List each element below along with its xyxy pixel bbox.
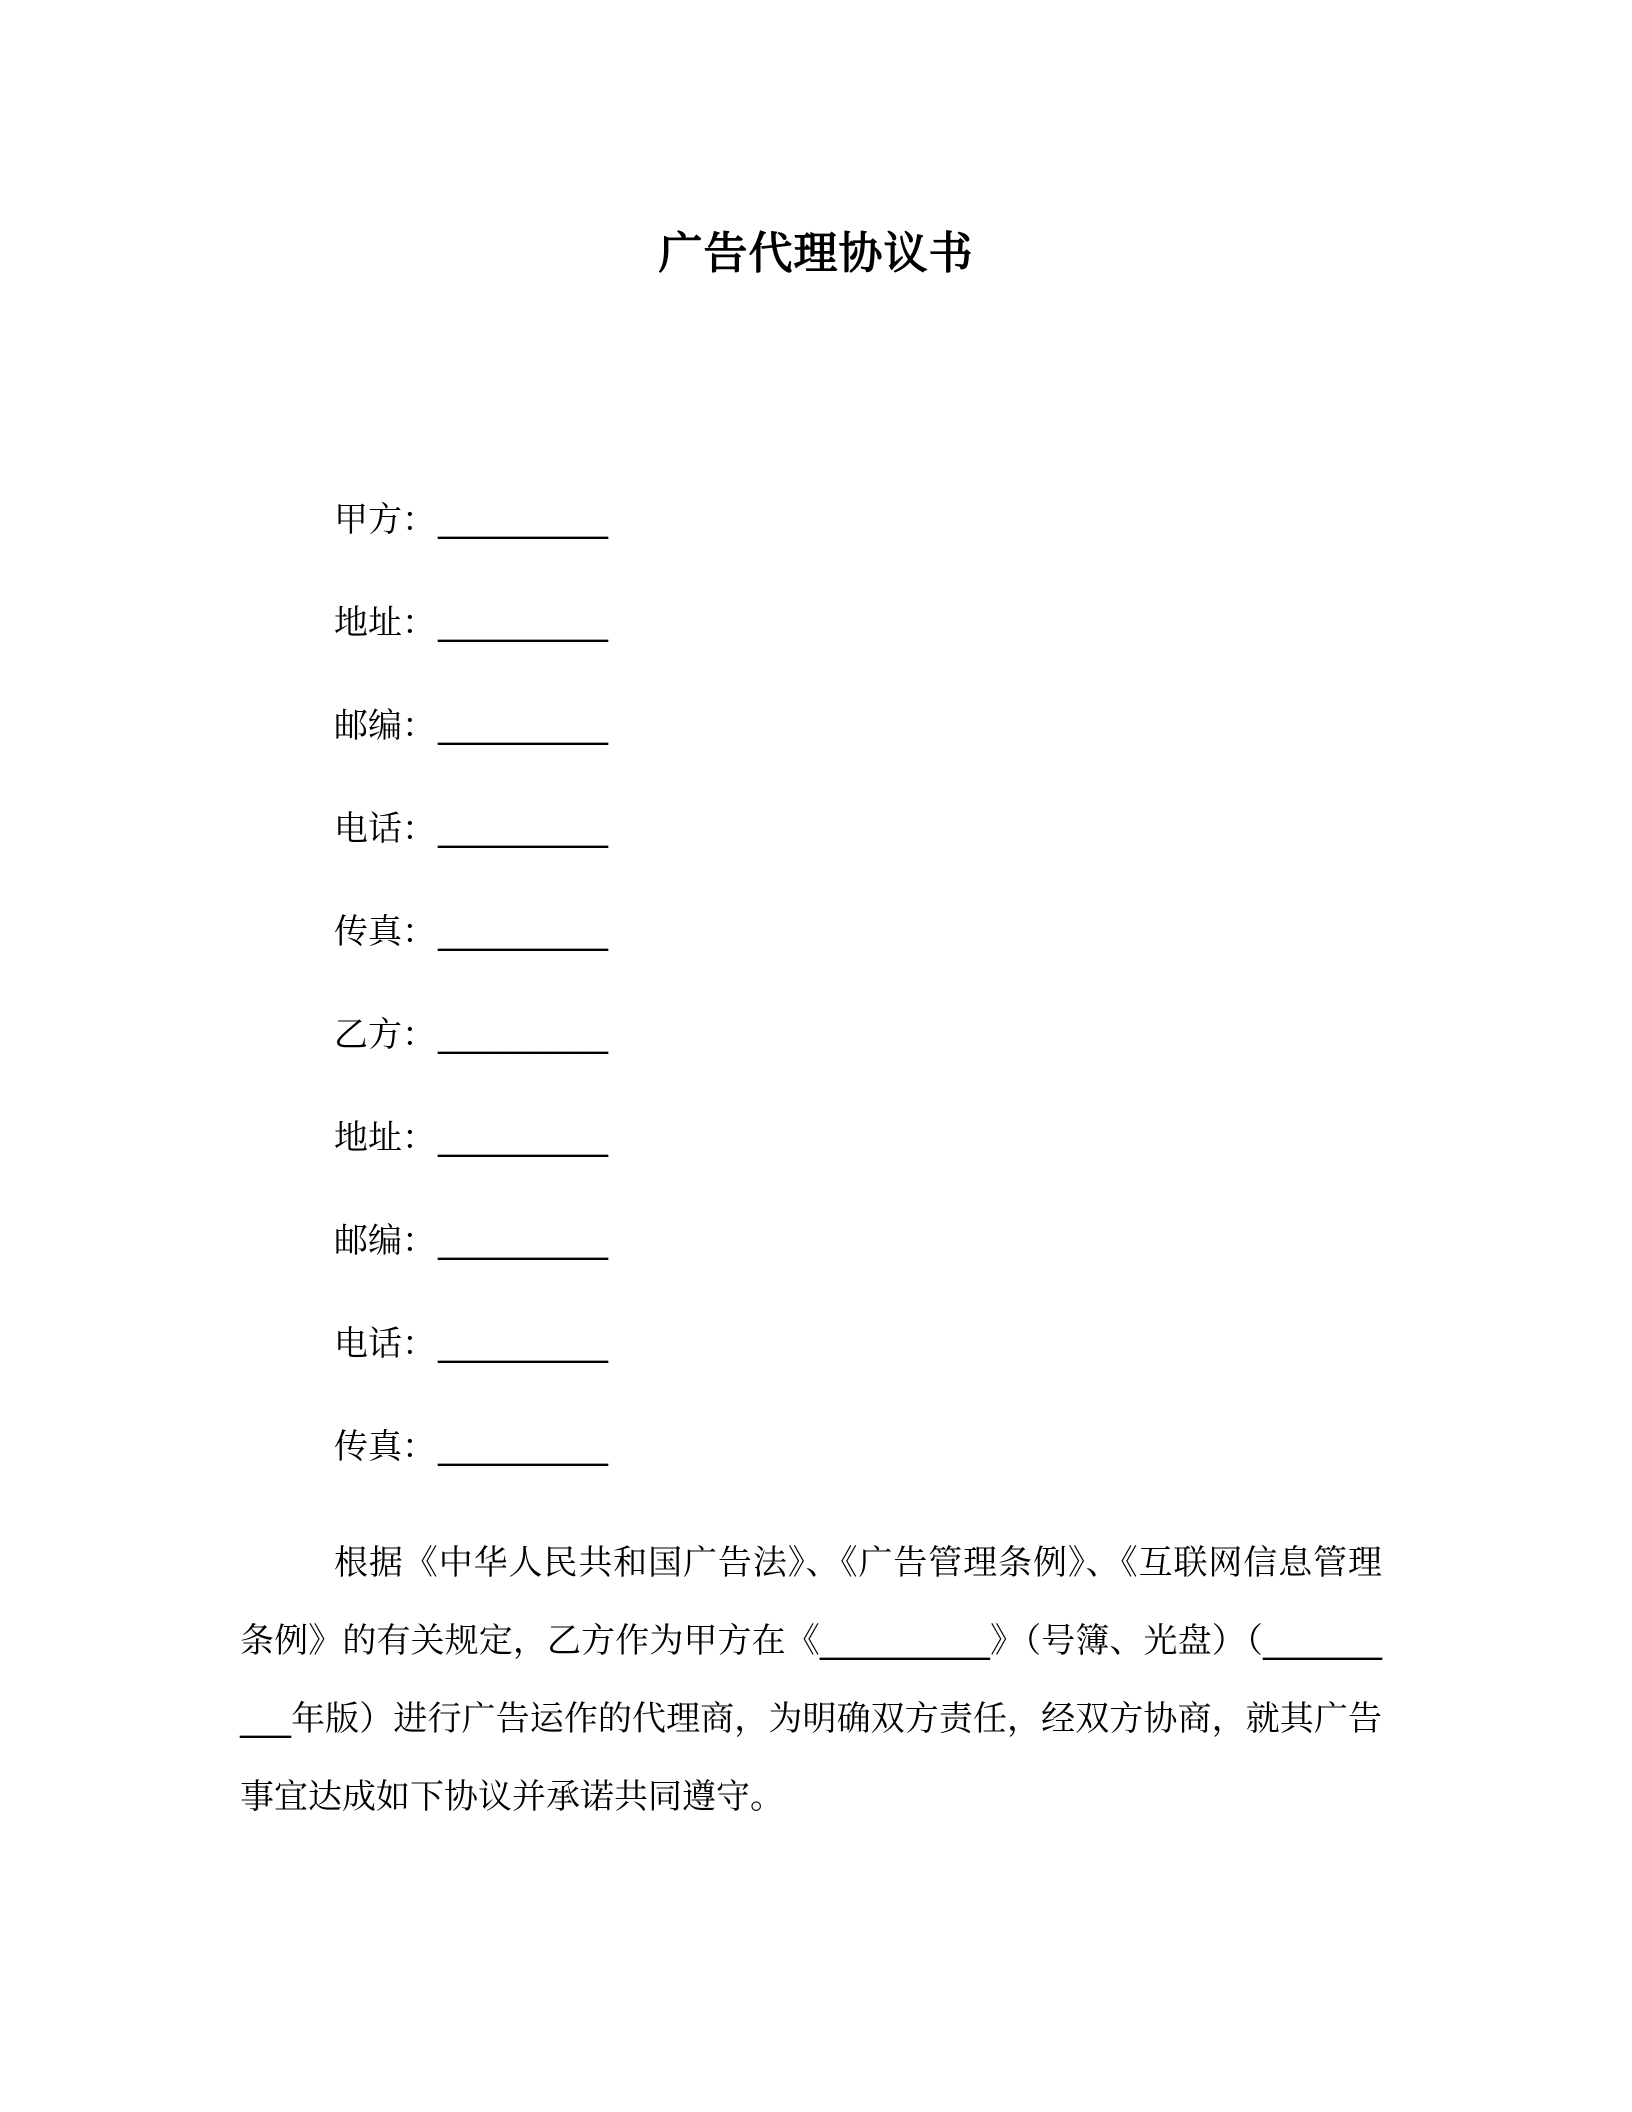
fill-in-blank: __________ xyxy=(438,1324,608,1364)
field-label: 电话： xyxy=(334,809,436,849)
party-b-postcode-field xyxy=(334,1215,608,1267)
field-label: 甲方： xyxy=(334,500,436,540)
field-label: 传真： xyxy=(334,1427,436,1467)
fill-in-blank: __________ xyxy=(438,500,608,540)
field-label: 地址： xyxy=(334,1118,436,1158)
field-label: 地址： xyxy=(334,603,436,643)
party-a-address-field xyxy=(334,597,608,649)
document-title: 广告代理协议书 xyxy=(658,228,974,279)
field-label: 乙方： xyxy=(334,1015,436,1055)
fill-in-blank: __________ xyxy=(438,1118,608,1158)
party-b-name-field xyxy=(334,1009,608,1061)
party-b-address-field xyxy=(334,1112,608,1164)
party-a-postcode-field xyxy=(334,700,608,752)
fill-in-blank: __________ xyxy=(438,912,608,952)
intro-paragraph: 根据《中华人民共和国广告法》、《广告管理条例》、《互联网信息管理条例》的有关规定，乙方作为甲方在《__________》（号簿、光盘）（__________年版）进行广告运作的代理商，为明确双方责任，经双方协商，就其广告事宜达成如下协议并承诺共同遵守。 xyxy=(240,1543,1382,1817)
fill-in-blank: __________ xyxy=(438,809,608,849)
fill-in-blank: __________ xyxy=(438,706,608,746)
party-a-name-field xyxy=(334,494,608,546)
field-label: 传真： xyxy=(334,912,436,952)
party-b-phone-field xyxy=(334,1318,608,1370)
field-label: 邮编： xyxy=(334,1221,436,1261)
fill-in-blank: __________ xyxy=(438,1427,608,1467)
party-a-fax-field xyxy=(334,906,608,958)
fill-in-blank: __________ xyxy=(438,603,608,643)
fill-in-blank: __________ xyxy=(438,1221,608,1261)
fill-in-blank: __________ xyxy=(438,1015,608,1055)
field-label: 电话： xyxy=(334,1324,436,1364)
party-a-phone-field xyxy=(334,803,608,855)
field-label: 邮编： xyxy=(334,706,436,746)
party-b-fax-field xyxy=(334,1421,608,1473)
